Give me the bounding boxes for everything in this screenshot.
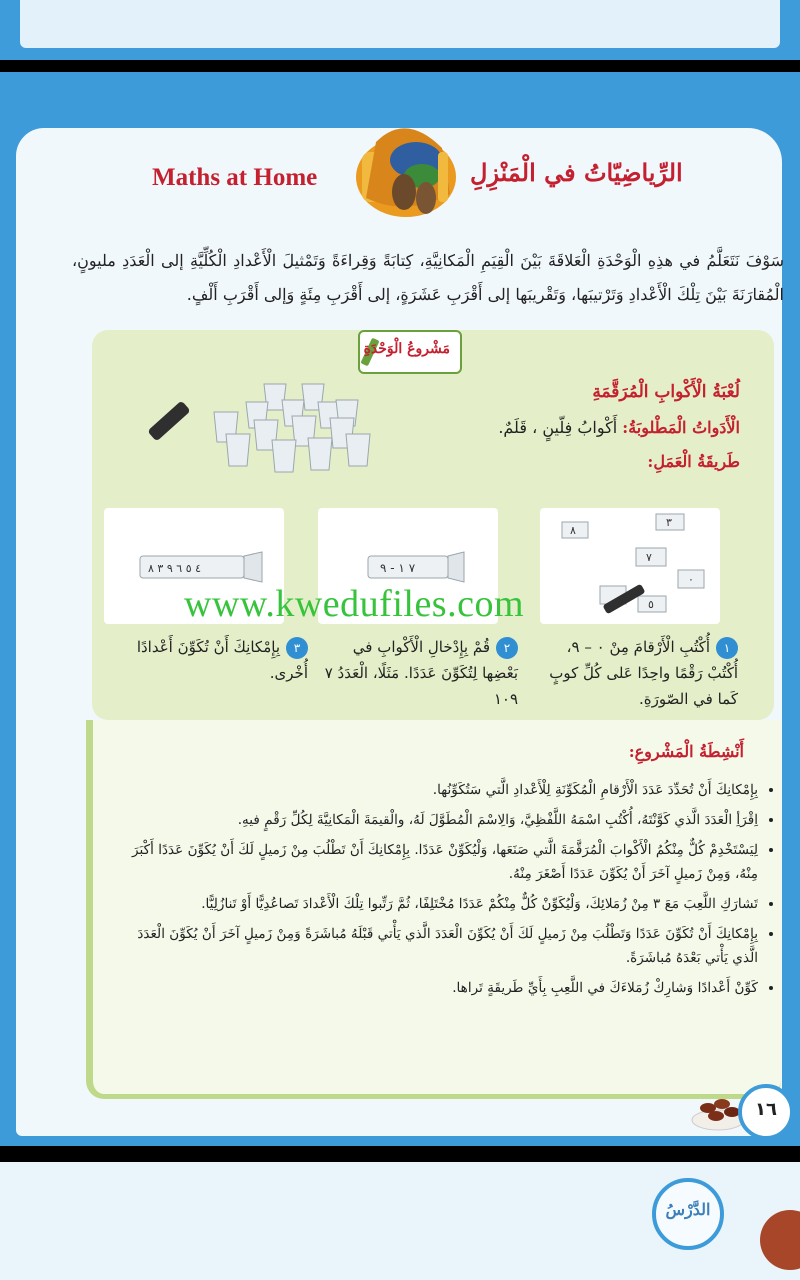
step-1-image (540, 508, 720, 624)
step-1-text (538, 634, 738, 712)
cups-illustration (206, 382, 382, 480)
tools-label: الْأَدَواتُ الْمَطْلوبَةُ: (622, 418, 740, 437)
step-1-number: ١ (716, 637, 738, 659)
method-label: طَريقَةُ الْعَمَلِ: (647, 452, 740, 471)
tools-value: أَكْوابُ فِلّينٍ ، قَلَمٌ. (498, 418, 618, 437)
cup-digit: ٧ (646, 551, 652, 564)
intro-paragraph: سَوْفَ نَتَعَلَّمُ في هذِهِ الْوَحْدَةِ الْعَلاقَةَ بَيْنَ الْقِيَمِ الْمَكانِيَّةِ، كِتابَةً وَقِراءَةً وَتَمْثيلَ الْأَعْدادِ الْكُلِّيَّةِ إلى الْعَدَدِ مليونٍ، الْمُقارَنَةَ بَيْنَ تِلْكَ الْأَعْدادِ وَتَرْتيبَها، وَتَقْريبَها إلى أَقْرَبِ عَشَرَةٍ، إلى أَقْرَبِ مِئَةٍ وَإلى أَقْرَبِ أَلْفٍ. (72, 251, 784, 304)
title-arabic: الرِّياضِيّاتُ في الْمَنْزِلِ (470, 158, 683, 187)
activities-list (108, 778, 778, 1006)
activity-item: • بِإِمْكانِكَ أَنْ تُكَوِّنَ عَدَدًا وَتَطْلُبَ مِنْ زَميلٍ لَكَ أَنْ يُكَوِّنَ الْعَدَدَ الَّذي يَأْتي قَبْلَهُ مُباشَرَةً وَمِنْ زَميلٍ آخَرَ أَنْ يُكَوِّنَ الْعَدَدَ الَّذي يَأْتي بَعْدَهُ مُباشَرَةً. (108, 922, 758, 970)
scattered-cups-icon (540, 508, 720, 624)
game-title: لُعْبَةُ الْأَكْوابِ الْمُرَقَّمَةِ (592, 382, 740, 402)
activity-item: • اِقْرَأِ الْعَدَدَ الَّذي كَوَّنْتَهُ، أُكْتُبِ اسْمَهُ اللَّفْظِيَّ، وَالِاسْمَ الْمُطَوَّلَ لَهُ، والْقيمَةَ الْمَكانِيَّةَ لِكُلِّ رَقْمٍ فيهِ. (108, 808, 758, 832)
previous-page-content (20, 0, 780, 48)
step-3-text (108, 634, 308, 686)
step-1-description: أُكْتُبِ الْأَرْقامَ مِنْ ٠ – ٩، أُكْتُبْ رَقْمًا واحِدًا عَلى كُلِّ كوبٍ كَما في الصّورَةِ. (549, 638, 738, 708)
step-2-number: ٢ (496, 637, 518, 659)
cup-digit: ٠ (688, 573, 694, 586)
activities-title: أَنْشِطَةُ الْمَشْروعِ: (628, 742, 744, 761)
lesson-badge (652, 1178, 724, 1250)
next-page-edge (0, 1162, 800, 1280)
lesson-badge-label: الدَّرْسُ (665, 1200, 711, 1219)
activity-item: • لِيَسْتَخْدِمْ كُلٌّ مِنْكُمُ الْأَكْوابَ الْمُرَقَّمَةَ الَّتي صَنَعَها، وَلْيُكَوِّنْ عَدَدًا. بِإِمْكانِكَ أَنْ تَطْلُبَ مِنْ زَميلٍ لَكَ أَنْ يُكَوِّنَ عَدَدًا أَكْبَرَ مِنْهُ، وَمِنْ زَميلٍ آخَرَ أَنْ يُكَوِّنَ عَدَدًا أَصْغَرَ مِنْهُ. (108, 838, 758, 886)
title-english: Maths at Home (152, 164, 318, 191)
watermark-url: www.kwedufiles.com (184, 583, 525, 625)
page-number-badge (738, 1084, 794, 1140)
cup-digit: ٥ (648, 598, 654, 611)
previous-page-edge (0, 0, 800, 60)
backpack-icon (346, 122, 466, 222)
project-tag-label: مَشْروعُ الْوَحْدَةِ (363, 341, 450, 357)
tools-line (498, 418, 740, 437)
step-3-description: بِإِمْكانِكَ أَنْ تُكَوِّنَ أَعْدادًا أُخْرى. (136, 638, 308, 682)
project-tag (358, 330, 462, 374)
step-3-number: ٣ (286, 637, 308, 659)
activity-item: • بِإِمْكانِكَ أَنْ تُحَدِّدَ عَدَدَ الْأَرْقامِ الْمُكَوِّنَةِ لِلْأَعْدادِ الَّتي سَتُكَوِّنُها. (108, 778, 758, 802)
stacked-digits-3: ٤ ٥ ٦ ٩ ٣ ٨ (148, 562, 202, 575)
cup-digit: ٨ (570, 524, 576, 537)
activity-item: • كَوِّنْ أَعْدادًا وَشارِكْ زُمَلاءَكَ في اللَّعِبِ بِأَيِّ طَريقَةٍ تَراها. (108, 976, 758, 1000)
decorative-circle (760, 1210, 800, 1270)
page-number: ١٦ (755, 1099, 777, 1120)
step-2-description: قُمْ بِإِدْخالِ الْأَكْوابِ في بَعْضِها لِتُكَوِّنَ عَدَدًا. مَثَلًا، الْعَدَدُ ٧ ١٠٩ (324, 638, 518, 708)
step-2-text (318, 634, 518, 712)
activity-item: • تَشارَكِ اللَّعِبَ مَعَ ٣ مِنْ زُمَلائِكَ، وَلْيُكَوِّنْ كُلٌّ مِنْكُمْ عَدَدًا مُخْتَلِفًا، ثُمَّ رَتِّبوا تِلْكَ الْأَعْدادَ تَصاعُدِيًّا أَوْ تَنازُلِيًّا. (108, 892, 758, 916)
cup-digit: ٣ (666, 516, 672, 529)
stacked-digits-2: ٧ ١ - ٩ (380, 561, 416, 575)
